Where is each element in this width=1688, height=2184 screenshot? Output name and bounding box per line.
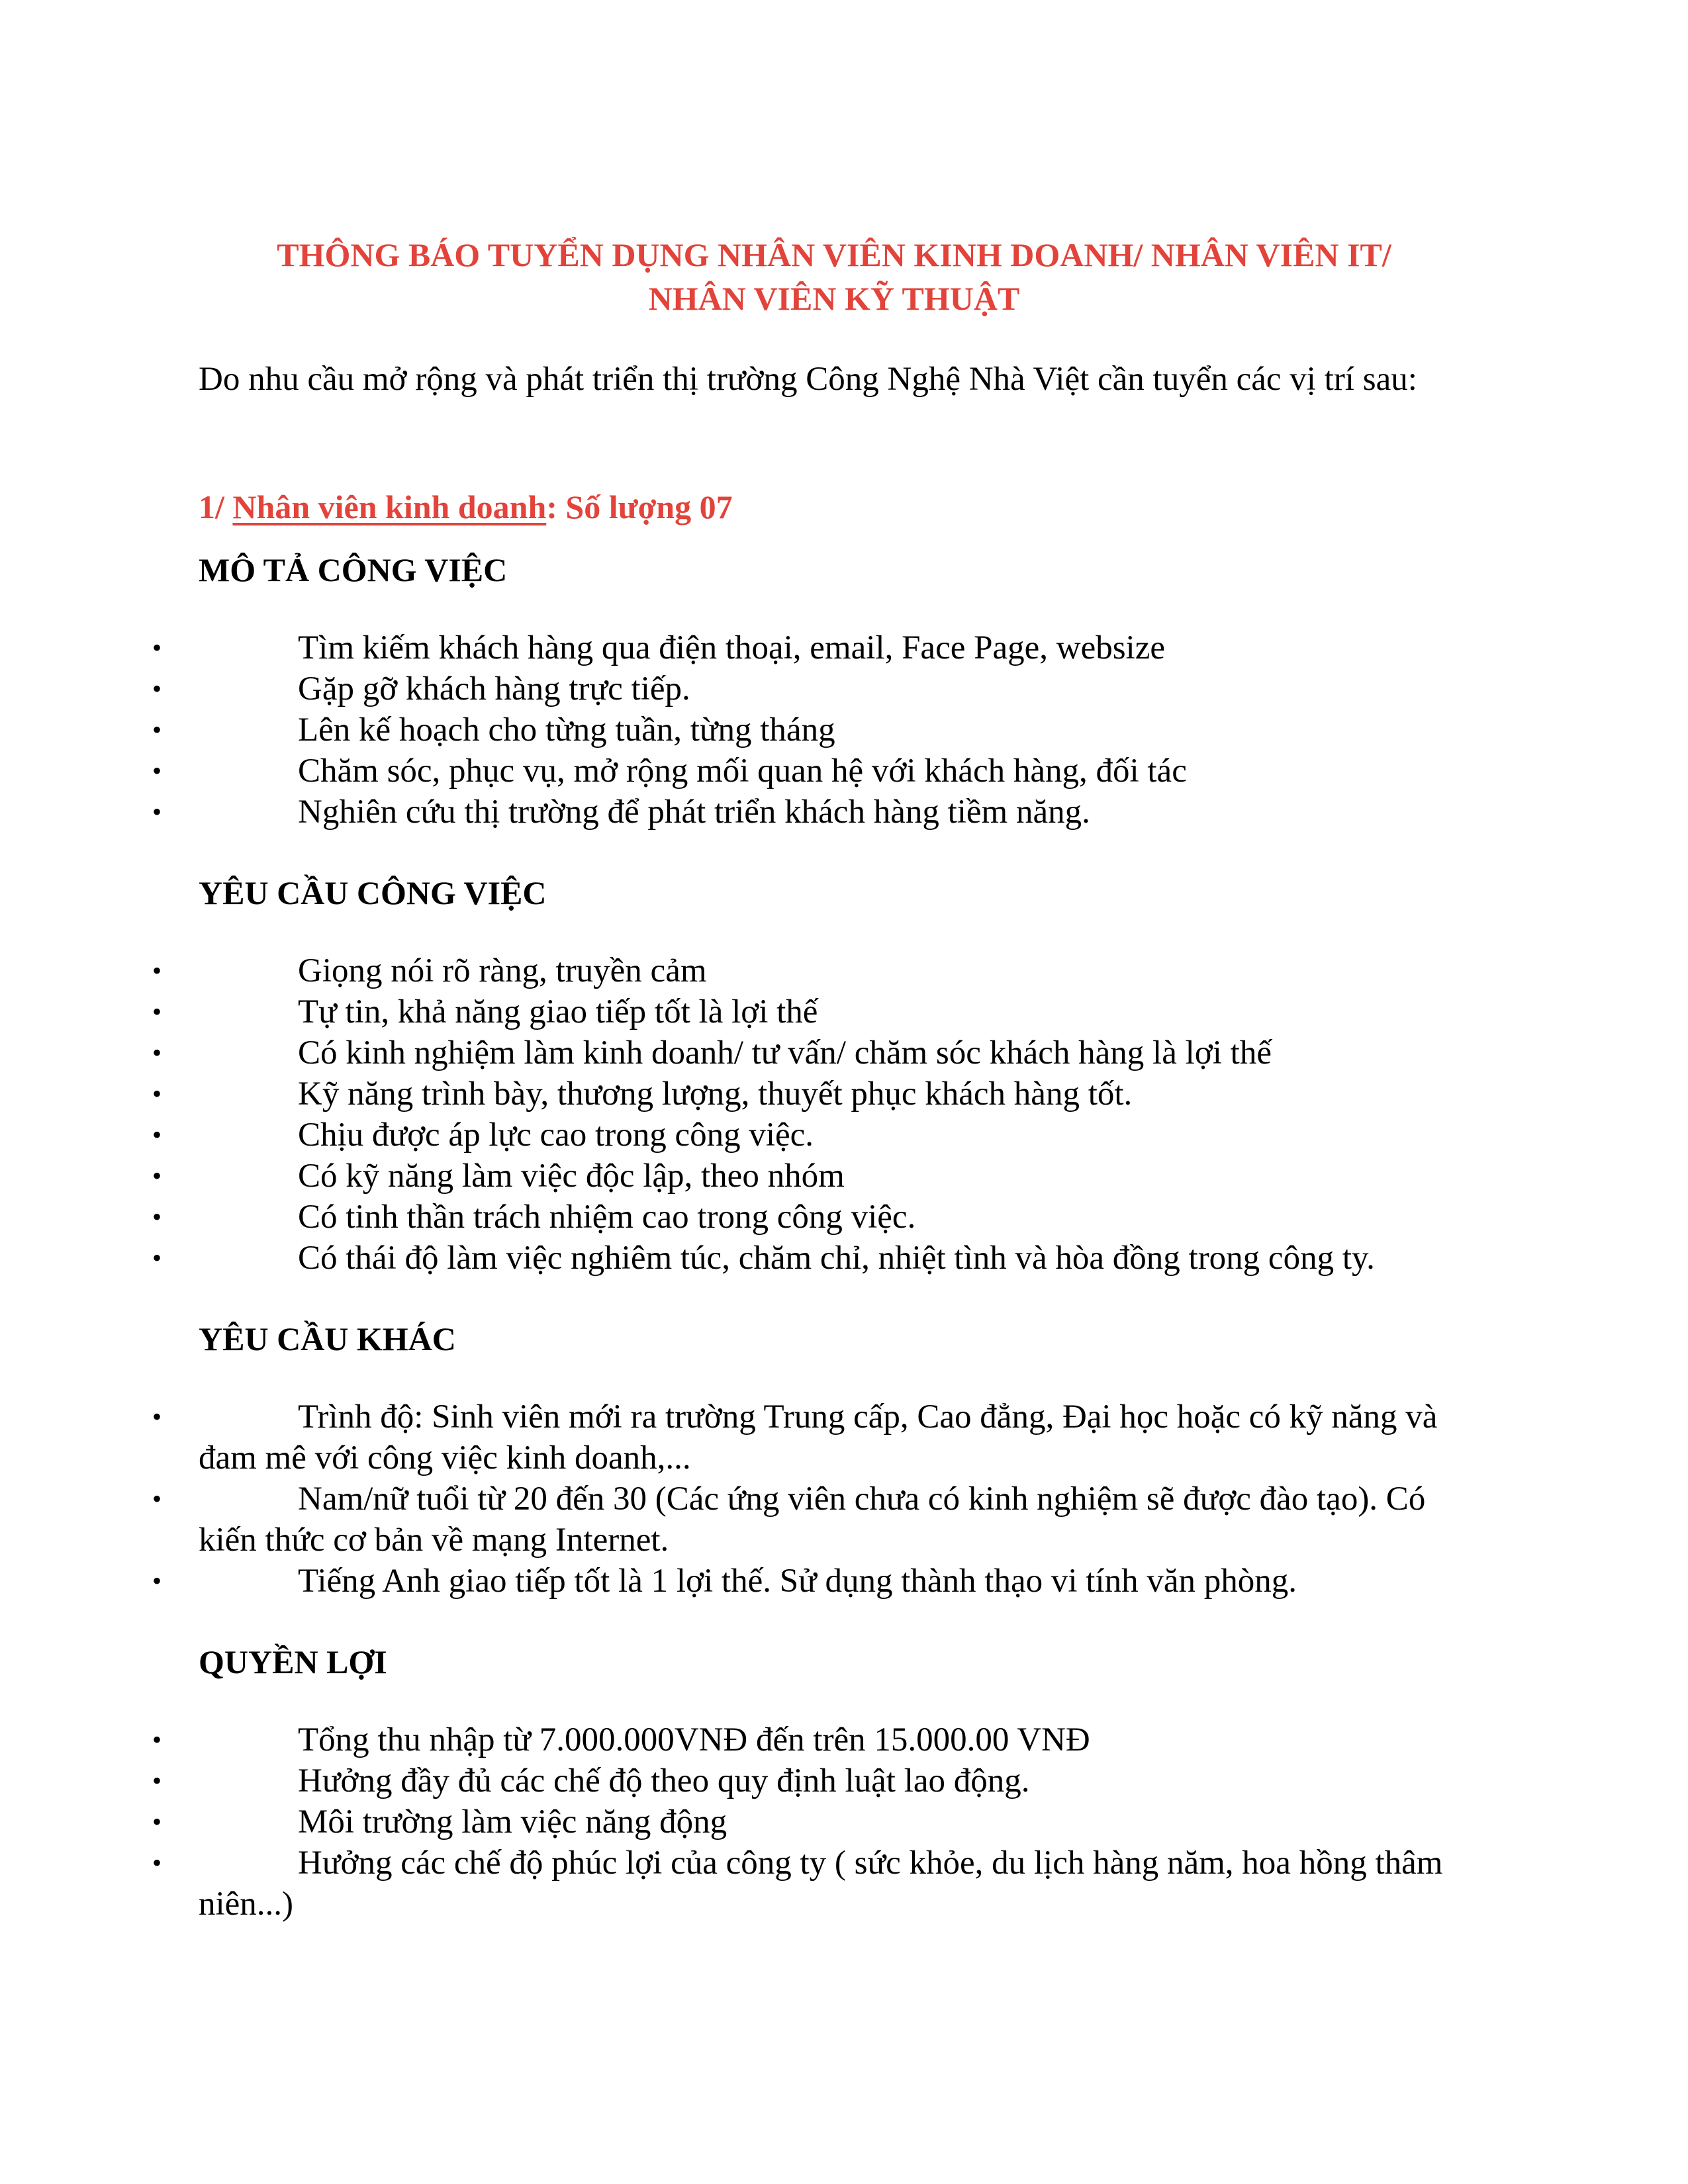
bullet-icon: • <box>152 1243 162 1273</box>
list-item <box>0 751 1489 792</box>
list-item-text: Tiếng Anh giao tiếp tốt là 1 lợi thế. Sử dụng thành thạo vi tính văn phòng. <box>298 1563 1297 1600</box>
list-item <box>0 627 1489 668</box>
list-item <box>0 1760 1489 1801</box>
list-item-text: Có kỹ năng làm việc độc lập, theo nhóm <box>298 1158 845 1195</box>
list-yeu-cau-khac <box>0 1396 1489 1602</box>
list-yeu-cau-cong-viec <box>0 950 1489 1279</box>
bullet-icon: • <box>152 956 162 985</box>
section-heading-yeu-cau-khac: YÊU CẦU KHÁC <box>199 1320 456 1357</box>
list-item <box>0 991 1489 1032</box>
bullet-icon: • <box>152 1566 162 1596</box>
list-item <box>0 792 1489 833</box>
list-item <box>0 1073 1489 1115</box>
section-heading-quyen-loi: QUYỀN LỢI <box>199 1643 387 1680</box>
bullet-icon: • <box>152 1725 162 1754</box>
list-item-text: Môi trường làm việc năng động <box>298 1803 727 1841</box>
bullet-icon: • <box>152 1120 162 1150</box>
list-item <box>0 668 1489 709</box>
bullet-icon: • <box>152 674 162 704</box>
list-item <box>0 1032 1489 1073</box>
list-item <box>0 1197 1489 1238</box>
list-item-text: Giọng nói rõ ràng, truyền cảm <box>298 952 707 989</box>
list-item <box>0 1843 1489 1925</box>
list-item <box>0 1396 1489 1479</box>
position-name: Nhân viên kinh doanh <box>232 488 547 525</box>
title-line-1: THÔNG BÁO TUYỂN DỤNG NHÂN VIÊN KINH DOANH/ NHÂN VIÊN IT/ <box>277 236 1391 273</box>
section-heading-yeu-cau-cong-viec: YÊU CẦU CÔNG VIỆC <box>199 874 547 911</box>
list-item-text: Có thái độ làm việc nghiêm túc, chăm chỉ, nhiệt tình và hòa đồng trong công ty. <box>298 1240 1375 1277</box>
list-item <box>0 1115 1489 1156</box>
list-item-text: Lên kế hoạch cho từng tuần, từng tháng <box>298 711 835 749</box>
bullet-icon: • <box>152 1079 162 1109</box>
bullet-icon: • <box>152 715 162 745</box>
list-item-text: Có kinh nghiệm làm kinh doanh/ tư vấn/ chăm sóc khách hàng là lợi thế <box>298 1034 1272 1071</box>
list-item <box>0 1719 1489 1760</box>
list-item <box>0 950 1489 991</box>
title-line-2: NHÂN VIÊN KỸ THUẬT <box>648 280 1020 317</box>
position-count: : Số lượng 07 <box>546 488 733 525</box>
position-heading <box>199 486 733 527</box>
bullet-icon: • <box>152 1202 162 1232</box>
bullet-icon: • <box>152 1161 162 1191</box>
list-item-text: Hưởng các chế độ phúc lợi của công ty ( sức khỏe, du lịch hàng năm, hoa hồng thâm niên...) <box>199 1844 1443 1923</box>
list-item-text: Tự tin, khả năng giao tiếp tốt là lợi thế <box>298 993 818 1030</box>
list-item <box>0 1801 1489 1843</box>
bullet-icon: • <box>152 756 162 786</box>
list-item-text: Nam/nữ tuổi từ 20 đến 30 (Các ứng viên chưa có kinh nghiệm sẽ được đào tạo). Có kiến thức cơ bản về mạng Internet. <box>199 1480 1426 1559</box>
bullet-icon: • <box>152 633 162 662</box>
list-item-text: Tổng thu nhập từ 7.000.000VNĐ đến trên 15.000.00 VNĐ <box>298 1721 1090 1758</box>
bullet-icon: • <box>152 797 162 827</box>
list-item-text: Chăm sóc, phục vụ, mở rộng mối quan hệ với khách hàng, đối tác <box>298 752 1187 790</box>
list-item <box>0 1479 1489 1561</box>
section-heading-mo-ta: MÔ TẢ CÔNG VIỆC <box>199 551 508 588</box>
position-prefix: 1/ <box>199 488 233 525</box>
bullet-icon: • <box>152 1766 162 1796</box>
bullet-icon: • <box>152 1038 162 1068</box>
bullet-icon: • <box>152 1807 162 1837</box>
bullet-icon: • <box>152 1848 162 1878</box>
list-item-text: Gặp gỡ khách hàng trực tiếp. <box>298 670 690 707</box>
list-item-text: Chịu được áp lực cao trong công việc. <box>298 1116 814 1154</box>
list-item <box>0 1561 1489 1602</box>
intro-paragraph: Do nhu cầu mở rộng và phát triển thị trường Công Nghệ Nhà Việt cần tuyển các vị trí sau: <box>199 361 1417 398</box>
bullet-icon: • <box>152 1484 162 1514</box>
list-item-text: Có tinh thần trách nhiệm cao trong công việc. <box>298 1199 916 1236</box>
list-item <box>0 1238 1489 1279</box>
bullet-icon: • <box>152 1402 162 1432</box>
document-title <box>199 233 1470 320</box>
list-item-text: Kỹ năng trình bày, thương lượng, thuyết phục khách hàng tốt. <box>298 1075 1133 1113</box>
list-quyen-loi <box>0 1719 1489 1925</box>
list-item-text: Hưởng đầy đủ các chế độ theo quy định luật lao động. <box>298 1762 1030 1799</box>
list-item-text: Trình độ: Sinh viên mới ra trường Trung cấp, Cao đẳng, Đại học hoặc có kỹ năng và đam mê với công việc kinh doanh,... <box>199 1398 1438 1477</box>
list-item-text: Tìm kiếm khách hàng qua điện thoại, email, Face Page, websize <box>298 629 1165 666</box>
list-item <box>0 709 1489 751</box>
list-item-text: Nghiên cứu thị trường để phát triển khách hàng tiềm năng. <box>298 794 1090 831</box>
list-mo-ta <box>0 627 1489 833</box>
bullet-icon: • <box>152 997 162 1026</box>
list-item <box>0 1156 1489 1197</box>
